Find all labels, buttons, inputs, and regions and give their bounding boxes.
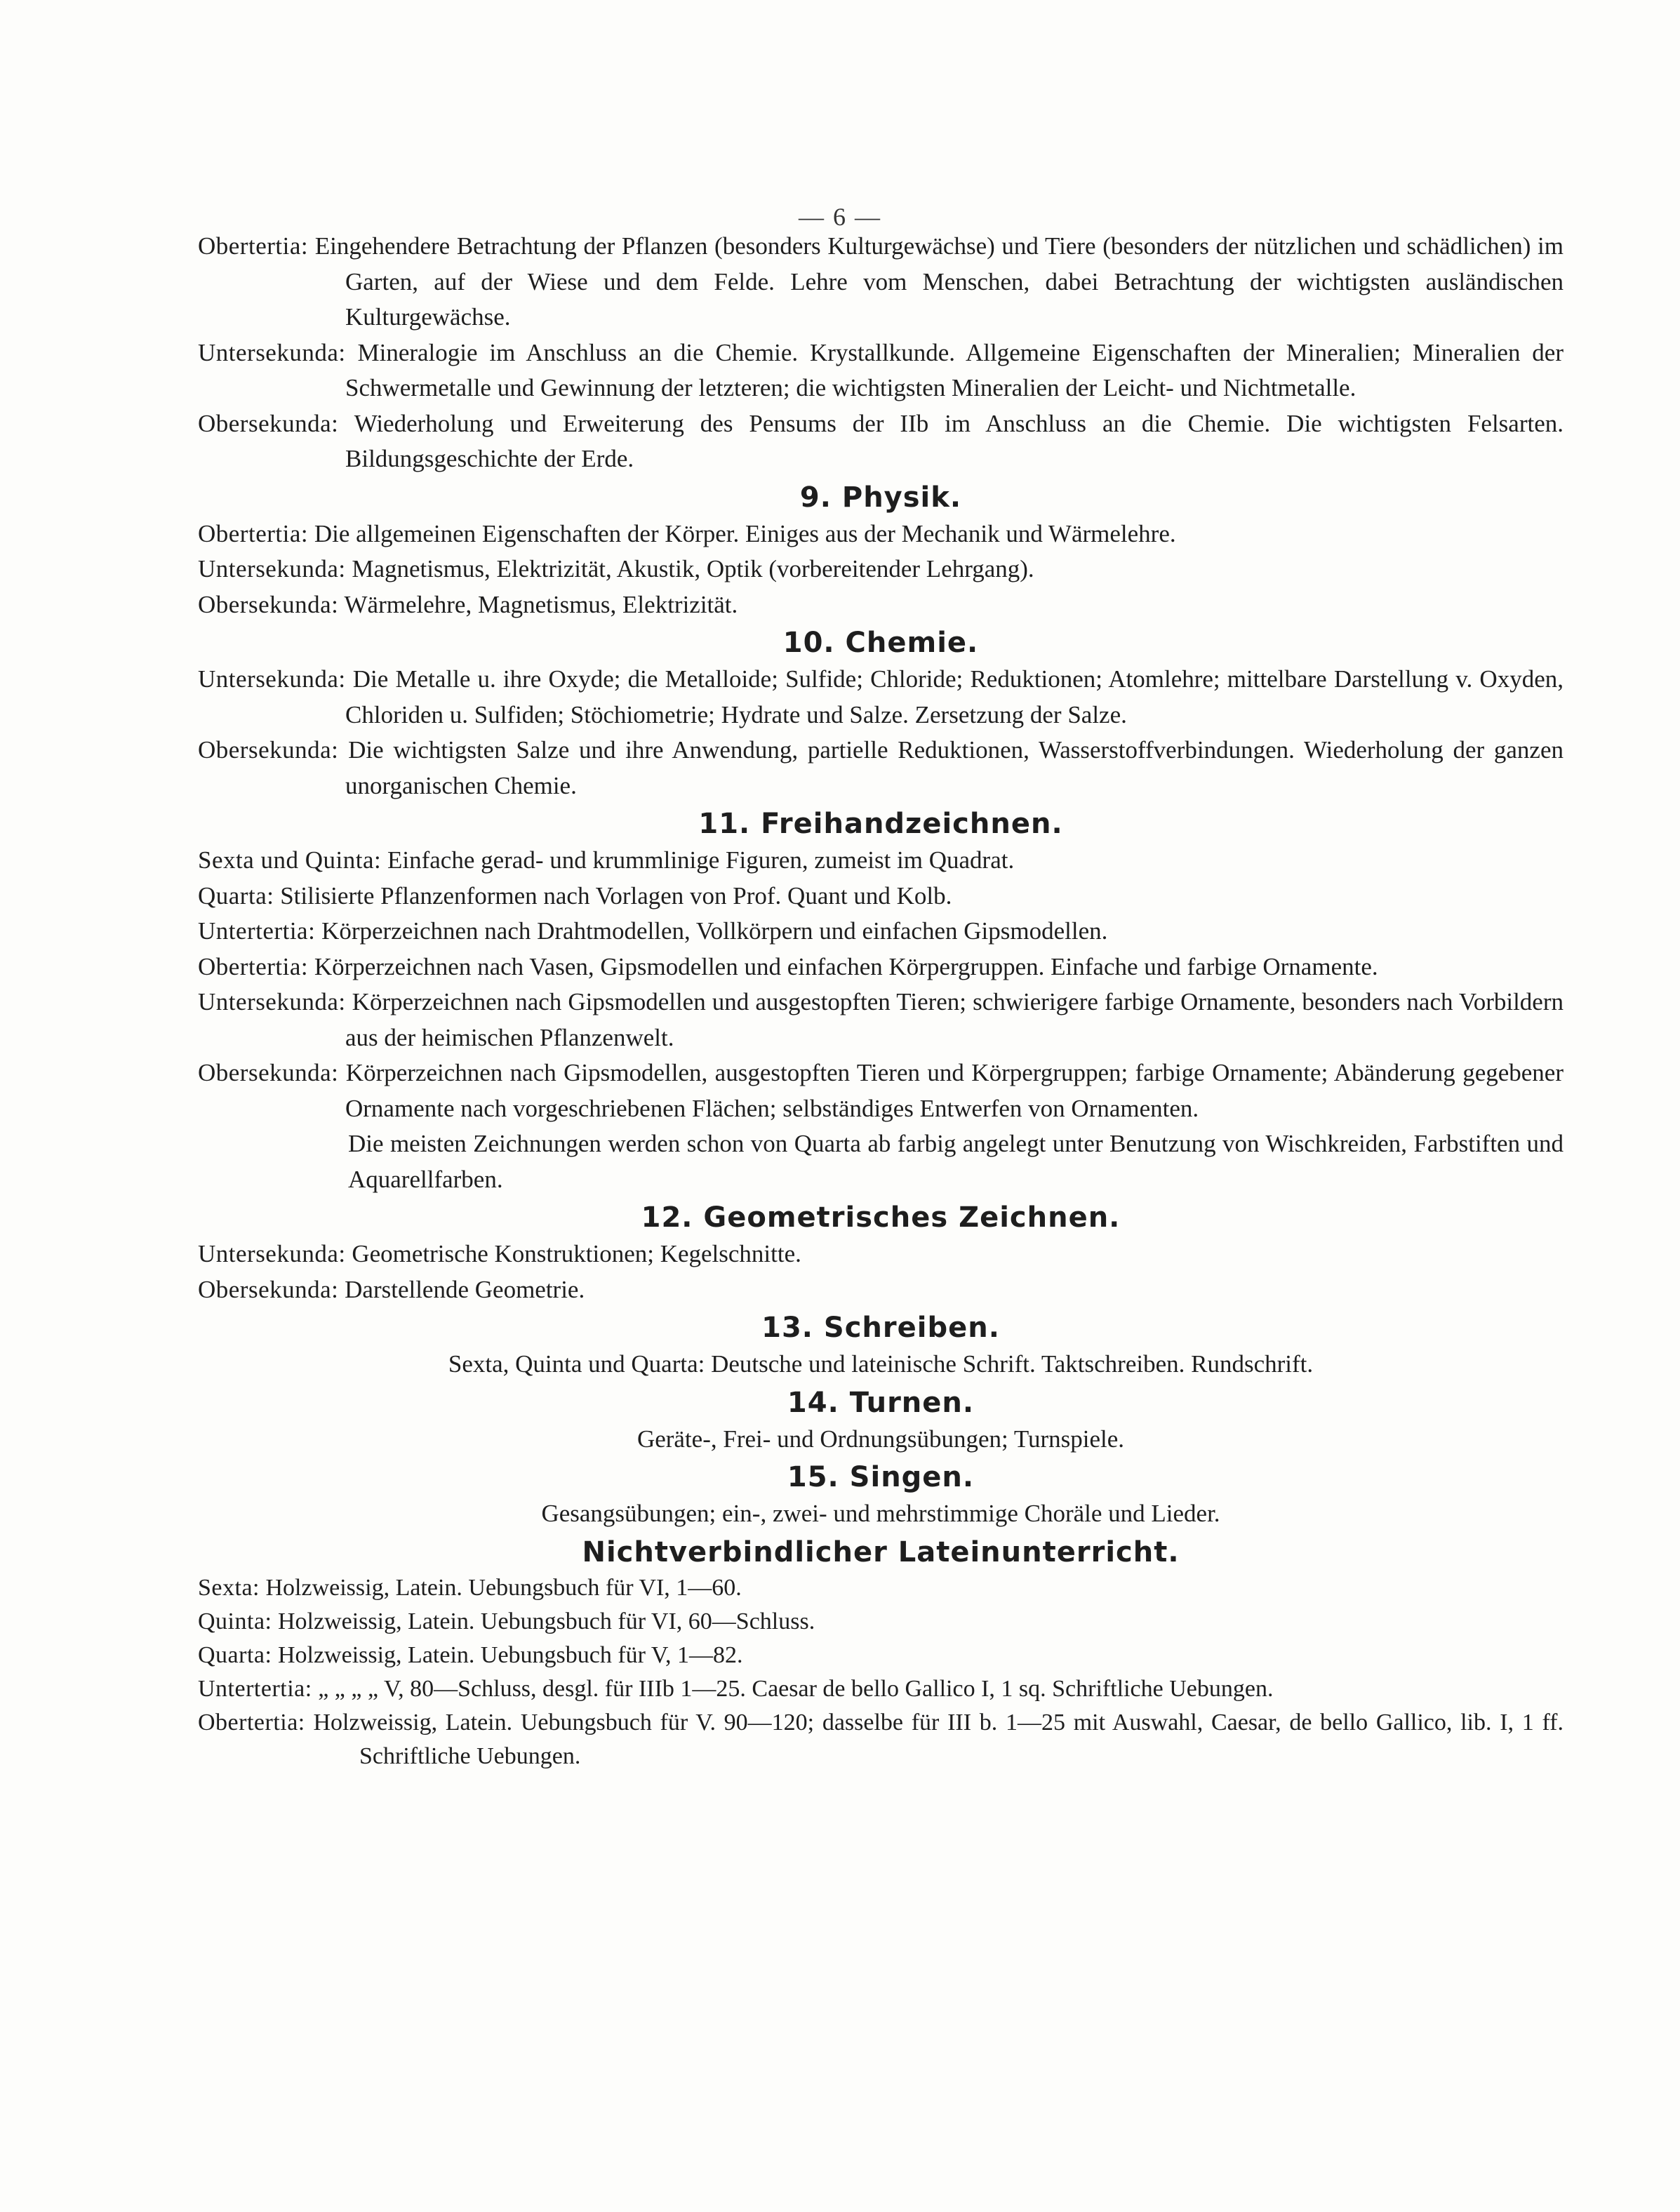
heading-freihandzeichnen: 11. Freihandzeichnen. (698, 808, 1063, 840)
freihand-note: Die meisten Zeichnungen werden schon von Quarta ab farbig angelegt unter Benutzung von Wischkreiden, Farbstiften und Aquarellfarben. (348, 1130, 1564, 1193)
entry-label: Obersekunda: (198, 590, 339, 618)
entry-label: Untersekunda: (198, 555, 346, 582)
entry-obersekunda-chemie (198, 733, 1564, 804)
entry-text: Körperzeichnen nach Drahtmodellen, Vollkörpern und einfachen Gipsmodellen. (321, 917, 1108, 945)
entry-obertertia-naturkunde (198, 229, 1564, 335)
entry-text: Stilisierte Pflanzenformen nach Vorlagen von Prof. Quant und Kolb. (280, 881, 952, 910)
entry-text: Wärmelehre, Magnetismus, Elektrizität. (344, 590, 738, 618)
heading-singen: 15. Singen. (787, 1461, 975, 1493)
document-body (198, 229, 1564, 1773)
entry-text: Eingehendere Betrachtung der Pflanzen (besonders Kulturgewächse) und Tiere (besonders der nützlichen und schädlichen) im Garten, auf der Wiese und dem Felde. Lehre vom Menschen, dabei Betrachtung der wichtigsten ausländischen Kulturgewächse. (314, 232, 1564, 331)
turnen-line: Geräte-, Frei- und Ordnungsübungen; Turnspiele. (636, 1425, 1125, 1453)
entry-text: Die allgemeinen Eigenschaften der Körper. Einiges aus der Mechanik und Wärmelehre. (314, 519, 1176, 547)
entry-text: Körperzeichnen nach Vasen, Gipsmodellen und einfachen Körpergruppen. Einfache und farbige Ornamente. (314, 952, 1378, 980)
entry-text: Körperzeichnen nach Gipsmodellen, ausgestopften Tieren und Körpergruppen; farbige Ornamente; Abänderung gegebener Ornamente nach vorgeschriebenen Flächen; selbständiges Entwerfen von Ornamenten. (345, 1059, 1564, 1122)
heading-turnen: 14. Turnen. (787, 1386, 975, 1419)
entry-untersekunda-physik (198, 552, 1564, 587)
entry-label: Quinta: (198, 1608, 272, 1634)
entry-obersekunda-freihand (198, 1055, 1564, 1126)
entry-untersekunda-freihand (198, 985, 1564, 1055)
entry-label: Obersekunda: (198, 409, 339, 437)
entry-label: Quarta: (198, 881, 274, 910)
entry-label: Untertertia: (198, 1675, 312, 1702)
heading-lateinunterricht: Nichtverbindlicher Lateinunterricht. (582, 1535, 1180, 1568)
singen-line: Gesangsübungen; ein-, zwei- und mehrstimmige Choräle und Lieder. (541, 1500, 1220, 1527)
entry-label: Untertertia: (198, 917, 316, 945)
entry-obertertia-freihand (198, 950, 1564, 985)
entry-label: Untersekunda: (198, 988, 346, 1015)
entry-text: Magnetismus, Elektrizität, Akustik, Optik (vorbereitender Lehrgang). (352, 555, 1034, 582)
entry-text: Die Metalle u. ihre Oxyde; die Metalloide; Sulfide; Chloride; Reduktionen; Atomlehre; mittelbare Darstellung v. Oxyden, Chloriden u. Sulfiden; Stöchiometrie; Hydrate und Salze. Zersetzung der Salze. (345, 665, 1564, 728)
entry-text: Darstellende Geometrie. (345, 1275, 585, 1303)
entry-obertertia-physik (198, 517, 1564, 552)
entry-text: „ „ „ „ V, 80—Schluss, desgl. für IIIb 1—25. Caesar de bello Gallico I, 1 sq. Schriftliche Uebungen. (318, 1675, 1274, 1702)
entry-label: Sexta: (198, 1574, 260, 1601)
entry-untertertia-freihand (198, 914, 1564, 950)
entry-obersekunda-naturkunde (198, 406, 1564, 477)
latin-section (198, 1571, 1564, 1773)
entry-label: Obertertia: (198, 519, 309, 547)
entry-label: Obertertia: (198, 1709, 305, 1735)
entry-text: Geometrische Konstruktionen; Kegelschnitte. (352, 1240, 801, 1267)
entry-text: Mineralogie im Anschluss an die Chemie. Krystallkunde. Allgemeine Eigenschaften der Mineralien; Mineralien der Schwermetalle und Gewinnung der letzteren; die wichtigsten Mineralien der Leicht- und Nichtmetalle. (345, 338, 1564, 401)
entry-text: Holzweissig, Latein. Uebungsbuch für VI, 1—60. (265, 1574, 742, 1601)
entry-text: Die wichtigsten Salze und ihre Anwendung, partielle Reduktionen, Wasserstoffverbindungen. Wiederholung der ganzen unorganischen Chemie. (345, 736, 1564, 799)
entry-sexta-latein (198, 1571, 1564, 1605)
entry-label: Sexta und Quinta: (198, 846, 382, 874)
entry-quinta-latein (198, 1605, 1564, 1639)
entry-label: Untersekunda: (198, 338, 346, 366)
entry-untertertia-latein (198, 1672, 1564, 1706)
page-number: — 6 — (799, 203, 881, 231)
heading-chemie: 10. Chemie. (782, 627, 979, 659)
heading-geometrisches-zeichnen: 12. Geometrisches Zeichnen. (641, 1201, 1121, 1234)
entry-label: Untersekunda: (198, 1240, 346, 1267)
heading-physik: 9. Physik. (799, 481, 962, 514)
entry-quarta-latein (198, 1639, 1564, 1672)
entry-text: Wiederholung und Erweiterung des Pensums der IIb im Anschluss an die Chemie. Die wichtigsten Felsarten. Bildungsgeschichte der Erde. (345, 409, 1564, 472)
entry-label: Obersekunda: (198, 1059, 339, 1086)
entry-label: Quarta: (198, 1641, 272, 1668)
entry-obertertia-latein (198, 1706, 1564, 1773)
entry-obersekunda-geometrisch (198, 1272, 1564, 1308)
schreiben-line: Sexta, Quinta und Quarta: Deutsche und lateinische Schrift. Taktschreiben. Rundschrift. (448, 1350, 1314, 1378)
entry-text: Holzweissig, Latein. Uebungsbuch für V, 1—82. (277, 1641, 743, 1668)
entry-obersekunda-physik (198, 587, 1564, 623)
entry-text: Körperzeichnen nach Gipsmodellen und ausgestopften Tieren; schwierigere farbige Ornamente, besonders nach Vorbildern aus der heimischen Pflanzenwelt. (345, 988, 1564, 1051)
entry-quarta-freihand (198, 879, 1564, 914)
entry-text: Holzweissig, Latein. Uebungsbuch für VI, 60—Schluss. (277, 1608, 815, 1634)
entry-text: Holzweissig, Latein. Uebungsbuch für V. 90—120; dasselbe für III b. 1—25 mit Auswahl, Caesar, de bello Gallico, lib. I, 1 ff. Schriftliche Uebungen. (313, 1709, 1564, 1769)
entry-label: Obersekunda: (198, 1275, 339, 1303)
entry-sexta-quinta-freihand (198, 843, 1564, 879)
entry-label: Obersekunda: (198, 736, 339, 764)
entry-untersekunda-geometrisch (198, 1237, 1564, 1272)
entry-text: Einfache gerad- und krummlinige Figuren, zumeist im Quadrat. (387, 846, 1015, 874)
entry-label: Obertertia: (198, 952, 309, 980)
heading-schreiben: 13. Schreiben. (761, 1312, 1000, 1344)
entry-untersekunda-naturkunde (198, 335, 1564, 406)
entry-label: Obertertia: (198, 232, 309, 260)
entry-untersekunda-chemie (198, 662, 1564, 733)
entry-label: Untersekunda: (198, 665, 346, 693)
